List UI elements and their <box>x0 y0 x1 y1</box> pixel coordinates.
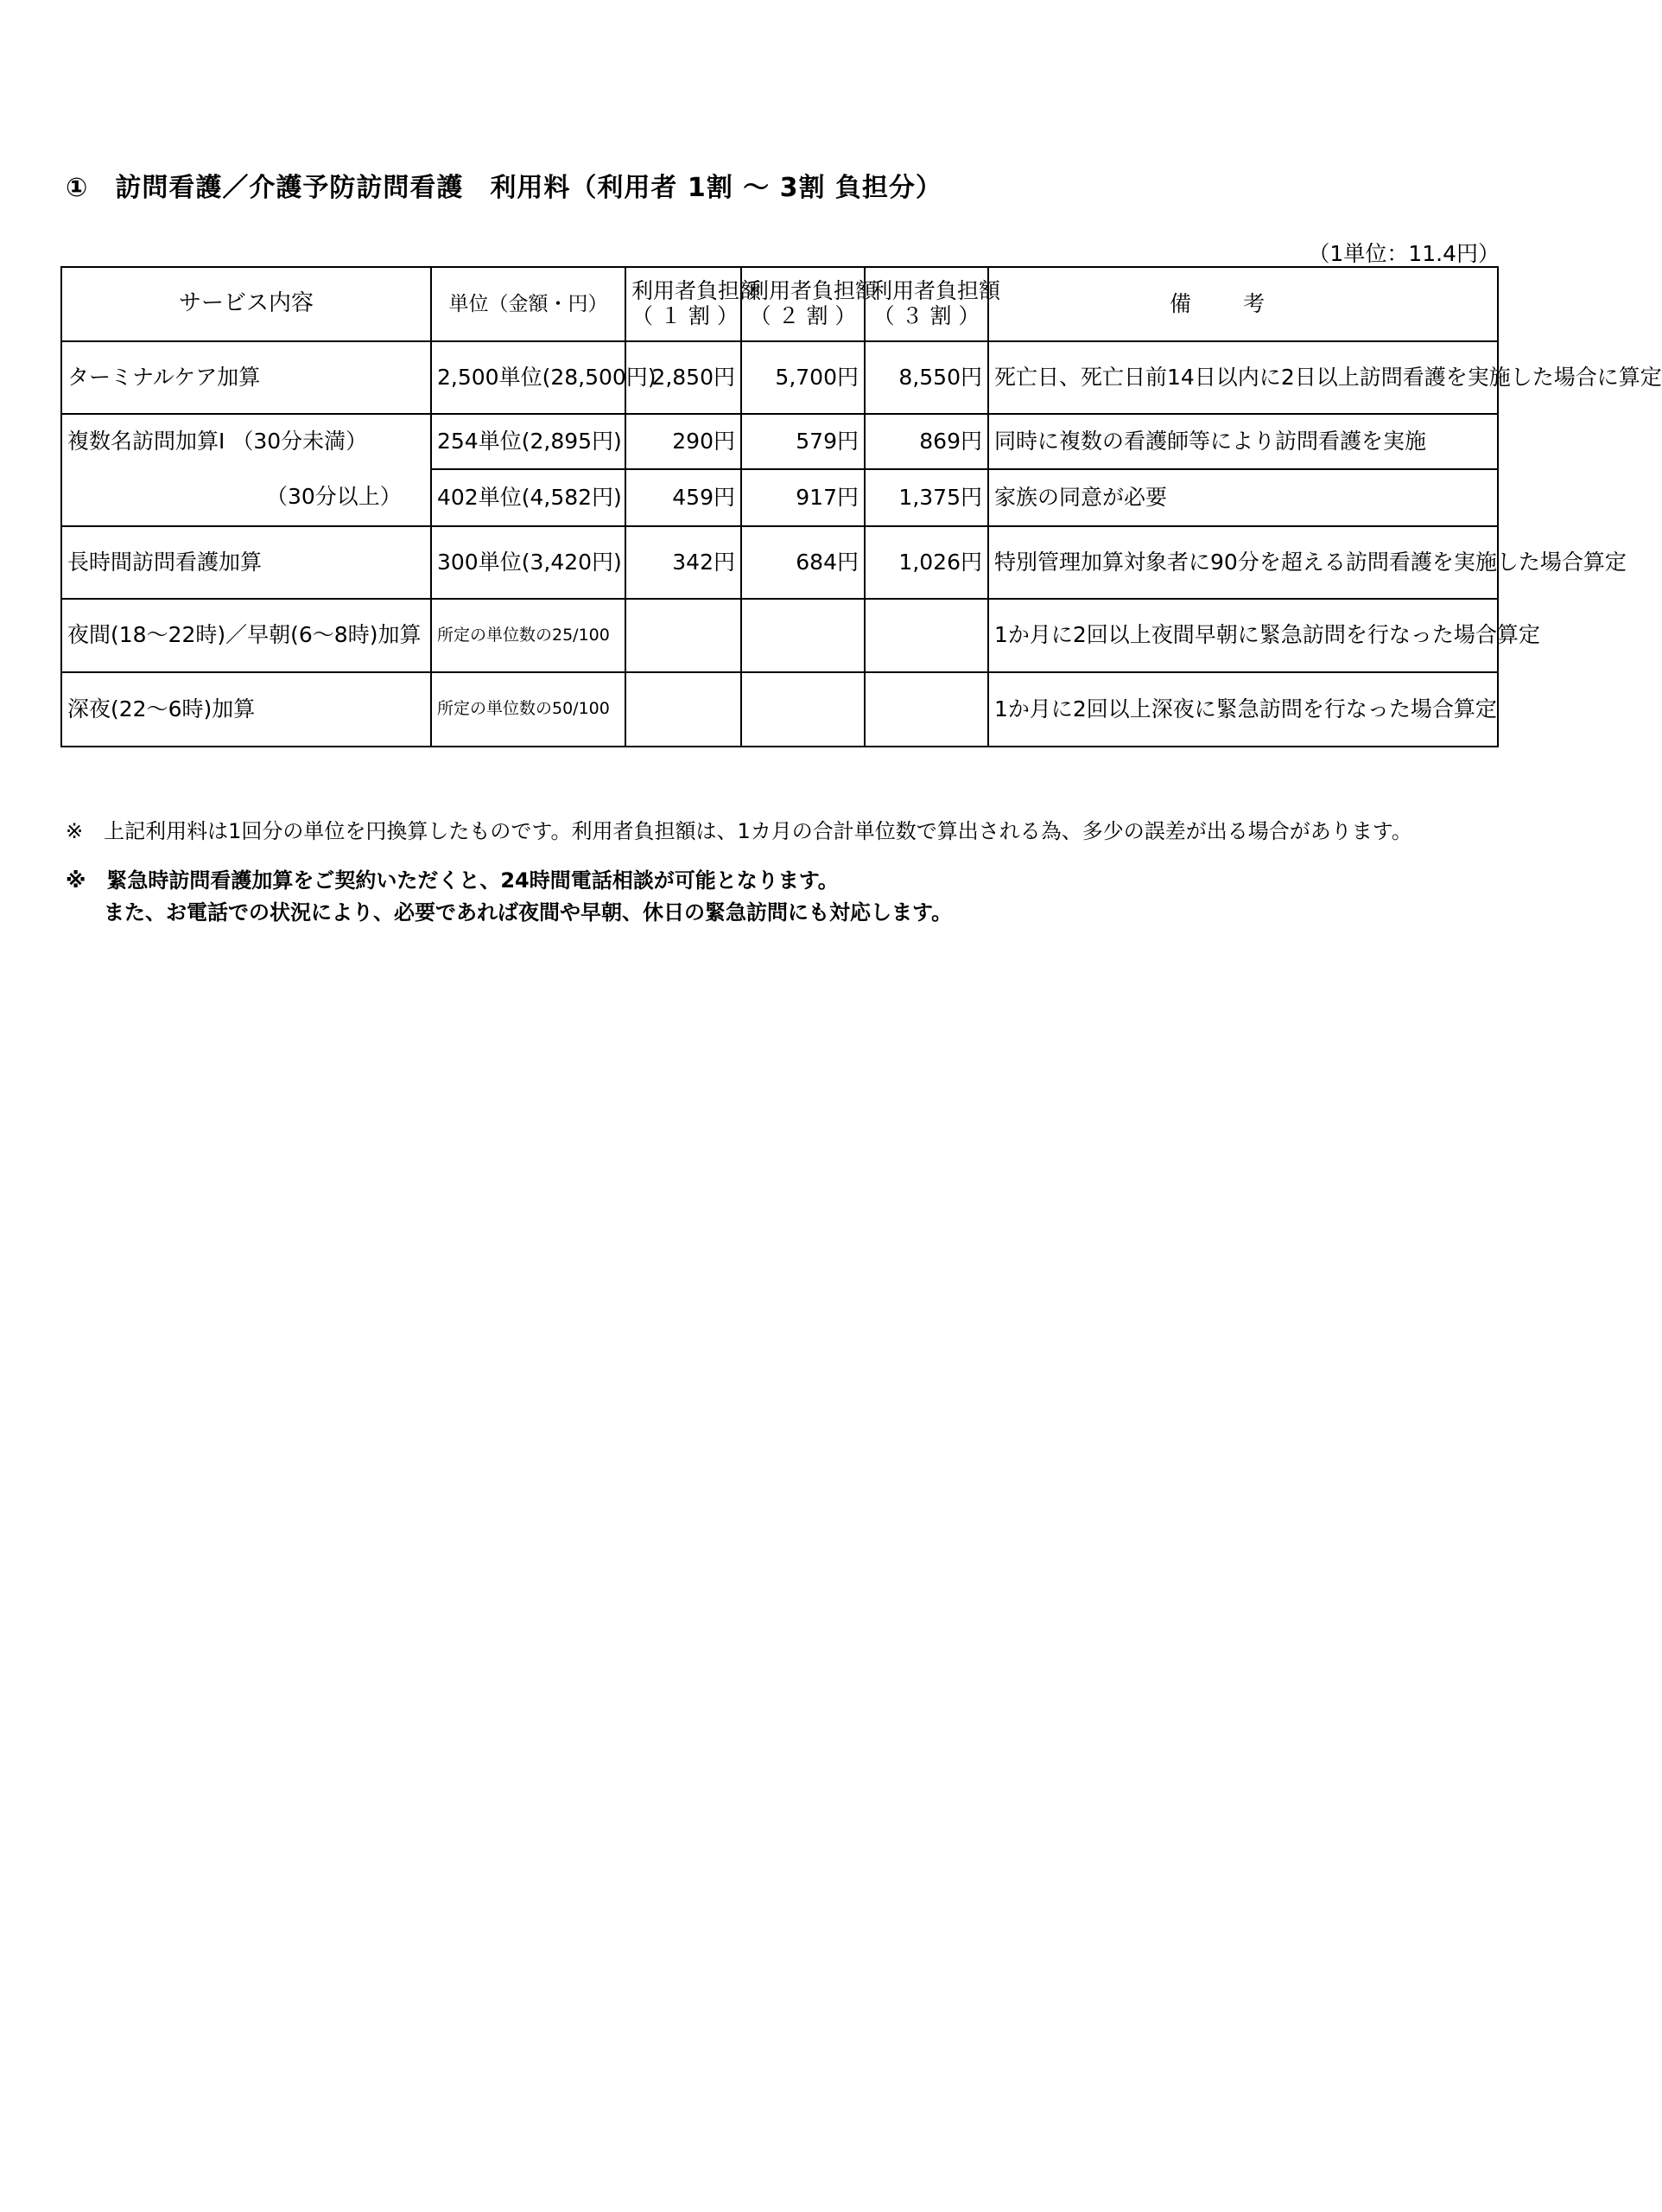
fee-table <box>60 266 1662 747</box>
table-row <box>61 599 1498 672</box>
burden-1-amount: 290円 <box>625 414 741 469</box>
table-header-row <box>61 267 1498 341</box>
unit-rate-note: （1単位：11.4円） <box>1308 241 1500 266</box>
service-name: ターミナルケア加算 <box>61 341 431 414</box>
burden-2-amount: 684円 <box>741 526 865 599</box>
remarks: 死亡日、死亡日前14日以内に2日以上訪問看護を実施した場合に算定 <box>988 341 1498 414</box>
table-row <box>61 526 1498 599</box>
header-burden-3-ratio: （ ３ 割 ） <box>872 303 980 328</box>
burden-1-amount <box>625 672 741 747</box>
header-burden-2-ratio: （ ２ 割 ） <box>749 303 857 328</box>
unit-amount: 2,500単位(28,500円) <box>431 341 625 414</box>
burden-1-amount <box>625 599 741 672</box>
table-row <box>61 469 1498 526</box>
header-unit: 単位（金額・円） <box>431 267 625 341</box>
burden-2-amount: 5,700円 <box>741 341 865 414</box>
remarks: 1か月に2回以上深夜に緊急訪問を行なった場合算定 <box>988 672 1498 747</box>
remarks: 特別管理加算対象者に90分を超える訪問看護を実施した場合算定 <box>988 526 1498 599</box>
table-row <box>61 341 1498 414</box>
header-burden-2-label: 利用者負担額 <box>747 278 878 304</box>
burden-3-amount: 1,375円 <box>865 469 988 526</box>
header-service: サービス内容 <box>61 267 431 341</box>
table-row <box>61 672 1498 747</box>
burden-2-amount: 917円 <box>741 469 865 526</box>
service-name: 長時間訪問看護加算 <box>61 526 431 599</box>
footnote-emergency-line2: また、お電話での状況により、必要であれば夜間や早朝、休日の緊急訪問にも対応します。 <box>104 900 953 925</box>
service-name <box>61 469 431 526</box>
burden-3-amount: 8,550円 <box>865 341 988 414</box>
document-title: ① 訪問看護／介護予防訪問看護 利用料（利用者 1割 ～ 3割 負担分） <box>66 173 942 203</box>
burden-1-amount: 342円 <box>625 526 741 599</box>
header-burden-1-ratio: （ １ 割 ） <box>631 303 739 328</box>
remarks: 家族の同意が必要 <box>988 469 1498 526</box>
burden-2-amount <box>741 672 865 747</box>
unit-amount: 所定の単位数の50/100 <box>431 672 625 747</box>
header-remarks: 備考 <box>988 267 1498 341</box>
service-name: 深夜(22～6時)加算 <box>61 672 431 747</box>
service-subname: （30分以上） <box>266 484 402 510</box>
header-burden-1 <box>625 267 762 341</box>
service-name: 夜間(18～22時)／早朝(6～8時)加算 <box>61 599 431 672</box>
burden-3-amount: 869円 <box>865 414 988 469</box>
footnote-calculation: ※ 上記利用料は1回分の単位を円換算したものです。利用者負担額は、1カ月の合計単位数で算出される為、多少の誤差が出る場合があります。 <box>66 819 1412 843</box>
burden-1-amount: 2,850円 <box>625 341 741 414</box>
header-burden-3 <box>865 267 1001 341</box>
service-name: 複数名訪問加算Ⅰ （30分未満） <box>61 414 431 469</box>
table-row <box>61 414 1498 469</box>
remarks: 1か月に2回以上夜間早朝に緊急訪問を行なった場合算定 <box>988 599 1498 672</box>
unit-amount: 300単位(3,420円) <box>431 526 625 599</box>
header-burden-1-label: 利用者負担額 <box>631 278 762 304</box>
burden-1-amount: 459円 <box>625 469 741 526</box>
footnotes <box>66 816 1412 947</box>
burden-2-amount: 579円 <box>741 414 865 469</box>
unit-amount: 402単位(4,582円) <box>431 469 625 526</box>
header-burden-2 <box>741 267 878 341</box>
unit-amount: 所定の単位数の25/100 <box>431 599 625 672</box>
footnote-emergency <box>66 865 1412 929</box>
burden-2-amount <box>741 599 865 672</box>
header-burden-3-label: 利用者負担額 <box>871 278 1001 304</box>
unit-amount: 254単位(2,895円) <box>431 414 625 469</box>
footnote-emergency-line1: ※ 緊急時訪問看護加算をご契約いただくと、24時間電話相談が可能となります。 <box>66 868 839 893</box>
burden-3-amount <box>865 599 988 672</box>
burden-3-amount: 1,026円 <box>865 526 988 599</box>
remarks: 同時に複数の看護師等により訪問看護を実施 <box>988 414 1498 469</box>
burden-3-amount <box>865 672 988 747</box>
